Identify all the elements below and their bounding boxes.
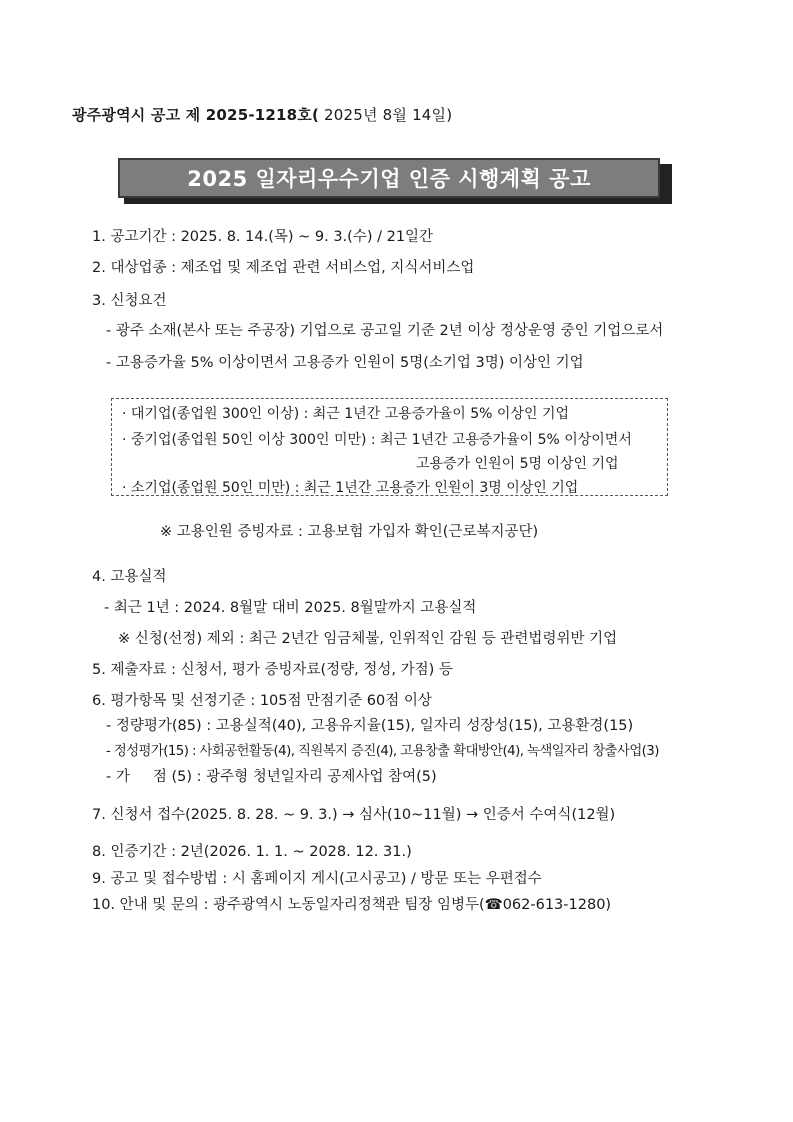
evidence-note: ※ 고용인원 증빙자료 : 고용보험 가입자 확인(근로복지공단) <box>160 524 539 540</box>
submission: 5. 제출자료 : 신청서, 평가 증빙자료(정량, 정성, 가점) 등 <box>92 662 453 678</box>
evaluation-quantitative: - 정량평가(85) : 고용실적(40), 고용유지율(15), 일자리 성장성(15), 고용환경(15) <box>106 718 634 734</box>
criteria-small: · 소기업(종업원 50인 미만) : 최근 1년간 고용증가 인원이 3명 이상인 기업 <box>122 480 579 496</box>
method: 9. 공고 및 접수방법 : 시 홈페이지 게시(고시공고) / 방문 또는 우편접수 <box>92 871 542 887</box>
cert-period: 8. 인증기간 : 2년(2026. 1. 1. ~ 2028. 12. 31.) <box>92 844 412 860</box>
notice-date: 2025년 8월 14일) <box>319 106 453 124</box>
item-period: 1. 공고기간 : 2025. 8. 14.(목) ~ 9. 3.(수) / 21일간 <box>92 229 434 245</box>
item-industry: 2. 대상업종 : 제조업 및 제조업 관련 서비스업, 지식서비스업 <box>92 260 475 276</box>
item-requirements-heading: 3. 신청요건 <box>92 293 167 309</box>
criteria-medium-cont: 고용증가 인원이 5명 이상인 기업 <box>416 456 619 472</box>
item-requirement-1: - 광주 소재(본사 또는 주공장) 기업으로 공고일 기준 2년 이상 정상운영 중인 기업으로서 <box>106 323 664 339</box>
criteria-box <box>111 398 668 496</box>
evaluation-qualitative: - 정성평가(15) : 사회공헌활동(4), 직원복지 증진(4), 고용창출 확대방안(4), 녹색일자리 창출사업(3) <box>106 744 659 759</box>
performance-exclusion: ※ 신청(선정) 제외 : 최근 2년간 임금체불, 인위적인 감원 등 관련법령위반 기업 <box>118 631 618 647</box>
evaluation-heading: 6. 평가항목 및 선정기준 : 105점 만점기준 60점 이상 <box>92 693 432 709</box>
schedule: 7. 신청서 접수(2025. 8. 28. ~ 9. 3.) → 심사(10~11월) → 인증서 수여식(12월) <box>92 807 616 823</box>
item-requirement-2: - 고용증가율 5% 이상이면서 고용증가 인원이 5명(소기업 3명) 이상인 기업 <box>106 355 584 371</box>
title-banner <box>118 158 666 202</box>
notice-number-text: 광주광역시 공고 제 2025-1218호( <box>72 106 320 124</box>
criteria-medium: · 중기업(종업원 50인 이상 300인 미만) : 최근 1년간 고용증가율이 5% 이상이면서 <box>122 432 632 448</box>
notice-number <box>72 104 452 125</box>
contact: 10. 안내 및 문의 : 광주광역시 노동일자리정책관 팀장 임병두(☎062-613-1280) <box>92 897 612 913</box>
evaluation-bonus: - 가 점 (5) : 광주형 청년일자리 공제사업 참여(5) <box>106 769 437 785</box>
performance-heading: 4. 고용실적 <box>92 569 167 585</box>
criteria-large: · 대기업(종업원 300인 이상) : 최근 1년간 고용증가율이 5% 이상인 기업 <box>122 406 570 422</box>
page-title: 2025 일자리우수기업 인증 시행계획 공고 <box>118 158 660 198</box>
performance-detail: - 최근 1년 : 2024. 8월말 대비 2025. 8월말까지 고용실적 <box>104 600 477 616</box>
